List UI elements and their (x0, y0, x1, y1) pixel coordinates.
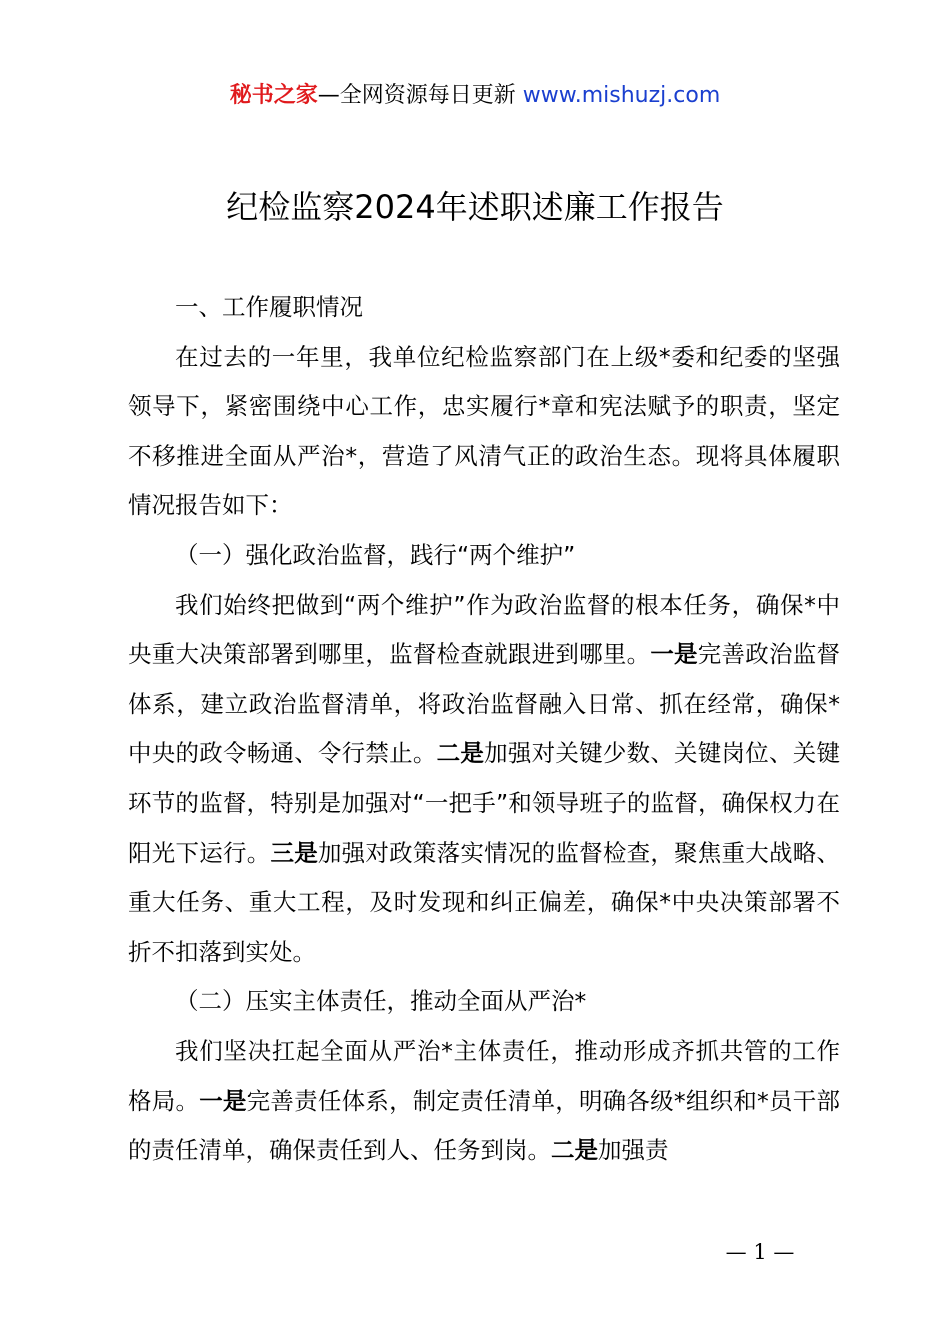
point-text-1: 完善责任体系，制定责任清单，明确各级*组织和*员干部的责任清单，确保责任到人、任务到岗。 (128, 1086, 841, 1165)
intro-paragraph: 在过去的一年里，我单位纪检监察部门在上级*委和纪委的坚强领导下，紧密围绕中心工作，忠实履行*章和宪法赋予的职责，坚定不移推进全面从严治*，营造了风清气正的政治生态。现将具体履职情况报告如下： (128, 342, 840, 520)
paragraph-lead: 我们坚决扛起全面从严治*主体责任，推动形成齐抓共管的工作格局。 (128, 1036, 840, 1115)
subsection-heading-1: （一）强化政治监督，践行“两个维护” (175, 540, 576, 569)
header-url: www.mishuzj.com (522, 83, 721, 108)
point-text-2: 加强对关键少数、关键岗位、关键环节的监督，特别是加强对“一把手”和领导班子的监督，确保权力在阳光下运行。 (128, 739, 841, 867)
brand-name: 秘书之家 (229, 83, 318, 108)
point-marker-2: 二是 (551, 1136, 598, 1165)
point-marker-3: 三是 (270, 838, 318, 867)
paragraph-main-responsibility (128, 1027, 840, 1176)
subsection-heading-2: （二）压实主体责任，推动全面从严治* (175, 987, 587, 1016)
point-text-2: 加强责 (598, 1136, 669, 1165)
document-body (128, 283, 840, 1176)
point-marker-1: 一是 (650, 640, 698, 669)
header-tagline: —全网资源每日更新 (317, 83, 523, 108)
point-text-1: 完善政治监督体系，建立政治监督清单，将政治监督融入日常、抓在经常，确保*中央的政令畅通、令行禁止。 (128, 640, 841, 768)
point-marker-1: 一是 (199, 1086, 247, 1115)
page-number: — 1 — (725, 1240, 795, 1264)
document-title: 纪检监察2024年述职述廉工作报告 (226, 188, 724, 226)
paragraph-lead: 我们始终把做到“两个维护”作为政治监督的根本任务，确保*中央重大决策部署到哪里，监督检查就跟进到哪里。 (128, 590, 840, 669)
point-marker-2: 二是 (436, 739, 485, 768)
paragraph-political-supervision (128, 581, 840, 978)
watermark-header (0, 80, 950, 112)
section-heading: 一、工作履职情况 (175, 293, 363, 321)
point-text-3: 加强对政策落实情况的监督检查，聚焦重大战略、重大任务、重大工程，及时发现和纠正偏差，确保*中央决策部署不折不扣落到实处。 (128, 838, 841, 966)
